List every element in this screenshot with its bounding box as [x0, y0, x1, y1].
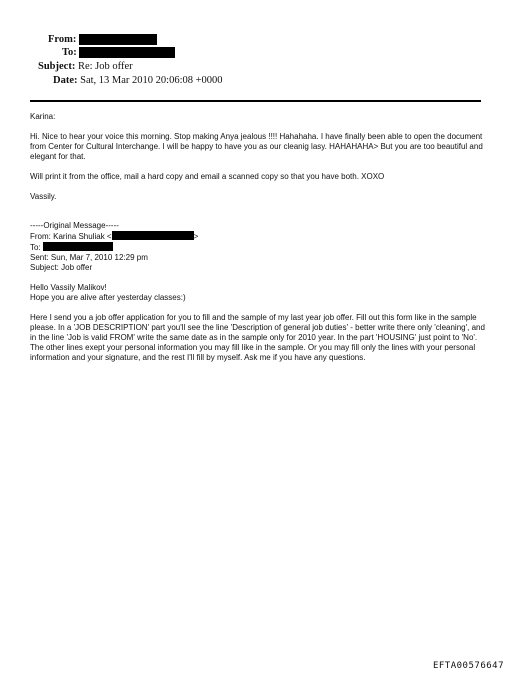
document-id: EFTA00576647 — [432, 661, 504, 671]
original-from-prefix: From: Karina Shuliak < — [30, 232, 112, 241]
to-row — [62, 46, 175, 59]
date-row — [53, 74, 223, 87]
email-header — [0, 0, 512, 100]
subject-value: Re: Job offer — [77, 61, 133, 72]
date-label: Date: — [53, 75, 78, 86]
original-hello: Hello Vassily Malikov! — [30, 283, 107, 292]
original-hope: Hope you are alive after yesterday classes:) — [30, 293, 186, 302]
original-to-redaction — [43, 242, 113, 251]
original-to-line — [30, 242, 485, 253]
reply-signature: Vassily. — [30, 192, 57, 201]
original-to-label: To: — [30, 243, 41, 252]
original-from-suffix: > — [193, 232, 199, 241]
original-from-redaction — [112, 231, 194, 240]
reply-paragraph-1: Hi. Nice to hear your voice this morning. Stop making Anya jealous !!!! Hahahaha. I have finally been able to open the document from Center for Cultural Interchange. I will be happy to have you as our cleanig lasy. HAHAHAHA> But you are too beautiful and elegant for that. — [30, 132, 483, 161]
email-body — [30, 112, 485, 363]
original-divider: -----Original Message----- — [30, 221, 119, 230]
original-paragraph: Here I send you a job offer application for you to fill and the sample of my last year job offer. Fill out this form like in the sample please. In a 'JOB DESCRIPTION' part you'll see the line 'Description of general job duties' - better write there only 'cleaning', and in the line 'Job is valid FROM' write the same date as in the sample only for 2010 year. In the part 'HOUSING' just point to 'No'. The other lines exept your personal information you may fill like in the sample. Or you may fill only the lines with your personal information and your signature, and the rest I'll fill by myself. Ask me if you have any questions. — [30, 313, 485, 362]
from-row — [48, 33, 157, 46]
subject-label: Subject: — [38, 61, 76, 72]
from-redaction — [79, 34, 157, 45]
to-redaction — [79, 47, 175, 58]
subject-row — [38, 60, 133, 73]
header-divider — [30, 100, 481, 102]
reply-paragraph-2: Will print it from the office, mail a hard copy and email a scanned copy so that you have both. XOXO — [30, 172, 385, 181]
date-value: Sat, 13 Mar 2010 20:06:08 +0000 — [80, 75, 223, 86]
from-label: From: — [48, 34, 77, 45]
reply-greeting: Karina: — [30, 112, 56, 121]
original-subject: Subject: Job offer — [30, 263, 93, 272]
to-label: To: — [62, 47, 77, 58]
original-from-line — [30, 231, 485, 242]
original-sent: Sent: Sun, Mar 7, 2010 12:29 pm — [30, 253, 148, 262]
